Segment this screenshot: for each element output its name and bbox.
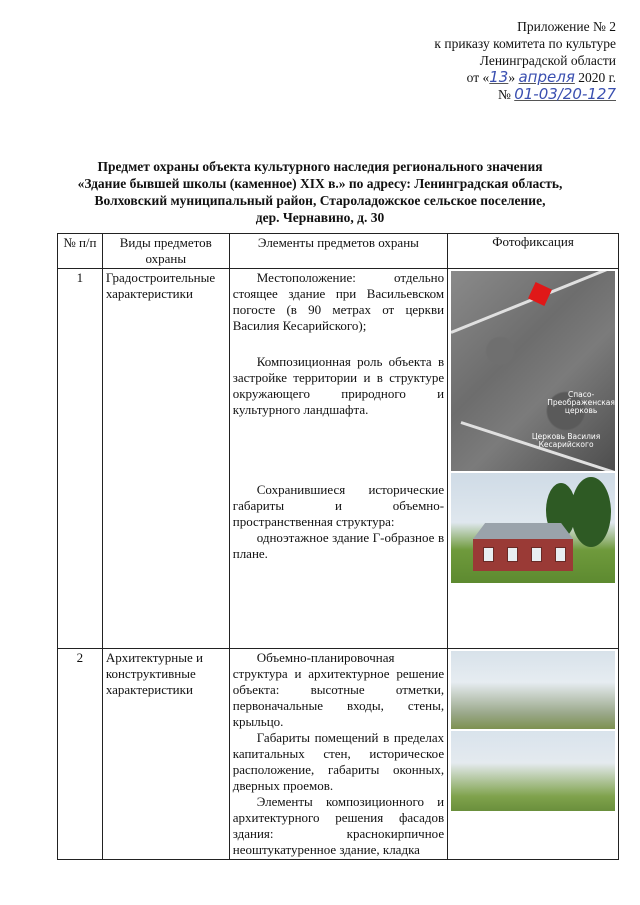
row-num: 1	[58, 269, 103, 649]
row-num: 2	[58, 649, 103, 860]
table-header-row	[58, 234, 619, 269]
handwritten-number: 01-03/20-127	[514, 85, 616, 103]
building-photo-1	[451, 473, 615, 583]
header-type: Виды предметов охраны	[102, 234, 229, 269]
building-photo-3	[451, 731, 615, 811]
aerial-map-photo	[451, 271, 615, 471]
handwritten-month: апреля	[518, 68, 575, 86]
protection-subject-table	[57, 233, 619, 860]
row-photos	[448, 269, 619, 649]
table-row	[58, 649, 619, 860]
region-name: Ленинградской области	[479, 53, 616, 68]
row-type: Градостроительные характеристики	[102, 269, 229, 649]
map-label-church2: Церковь Василия Кесарийского	[531, 432, 601, 449]
row-elements: Местоположение: отдельно стоящее здание при Васильевском погосте (в 90 метрах от церкви Василия Кесарийского); Композиционная роль объекта в застройке территории и в структуре окружающего природного и культурного ландшафта. Сохранившиеся исторические габариты и объемно-пространственная структура: одноэтажное здание Г-образное в плане.	[229, 269, 447, 649]
order-number: № 01-03/20-127	[497, 85, 616, 103]
row-type: Архитектурные и конструктивные характеристики	[102, 649, 229, 860]
header-num: № п/п	[58, 234, 103, 269]
building-photo-2	[451, 651, 615, 729]
document-title: Предмет охраны объекта культурного наследия регионального значения «Здание бывшей школы (каменное) XIX в.» по адресу: Ленинградская область, Волховский муниципальный район, Староладожское сельское поселение, дер. Чернавино, д. 30	[77, 159, 563, 225]
table-row	[58, 269, 619, 649]
header-elements: Элементы предметов охраны	[229, 234, 447, 269]
header-photo: Фотофиксация	[448, 234, 619, 269]
order-date: от «13» апреля 2020 г.	[466, 68, 616, 86]
map-label-church1: Спасо-Преображенская церковь	[547, 390, 615, 415]
handwritten-day: 13	[489, 68, 509, 86]
document-header	[356, 18, 616, 103]
appendix-number: Приложение № 2	[517, 19, 616, 34]
location-marker	[528, 282, 552, 306]
order-reference: к приказу комитета по культуре	[434, 36, 616, 51]
row-photos	[448, 649, 619, 860]
row-elements: Объемно-планировочная структура и архитектурное решение объекта: высотные отметки, первоначальные входы, стены, крыльцо. Габариты помещений в пределах капитальных стен, историческое расположение, габариты оконных, дверных проемов. Элементы композиционного и архитектурного решения фасадов здания: краснокирпичное неоштукатуренное здание, кладка	[229, 649, 447, 860]
